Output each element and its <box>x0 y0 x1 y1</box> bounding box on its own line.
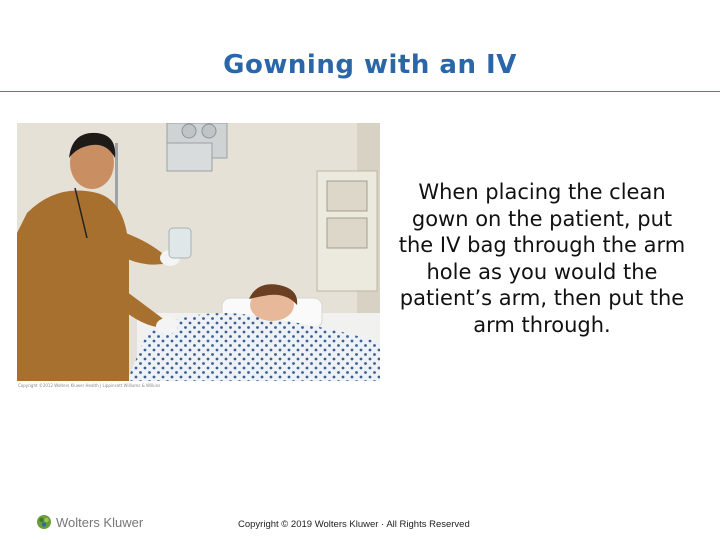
slide-photo <box>17 123 380 381</box>
copyright-text: Copyright © 2019 Wolters Kluwer · All Rights Reserved <box>238 519 470 530</box>
footer-logo <box>36 512 143 532</box>
logo-text: Wolters Kluwer <box>56 514 144 530</box>
wolters-kluwer-logo-icon <box>36 514 52 530</box>
slide-body-text: When placing the clean gown on the patient, put the IV bag through the arm hole as you would the patient’s arm, then put the arm through. <box>398 180 686 337</box>
nurse-iv-gowning-illustration <box>17 123 380 381</box>
title-divider <box>0 91 720 92</box>
photo-caption: Copyright ©2012 Wolters Kluwer Health | Lippincott Williams & Wilkins <box>18 383 161 388</box>
slide-title: Gowning with an IV <box>223 50 517 80</box>
